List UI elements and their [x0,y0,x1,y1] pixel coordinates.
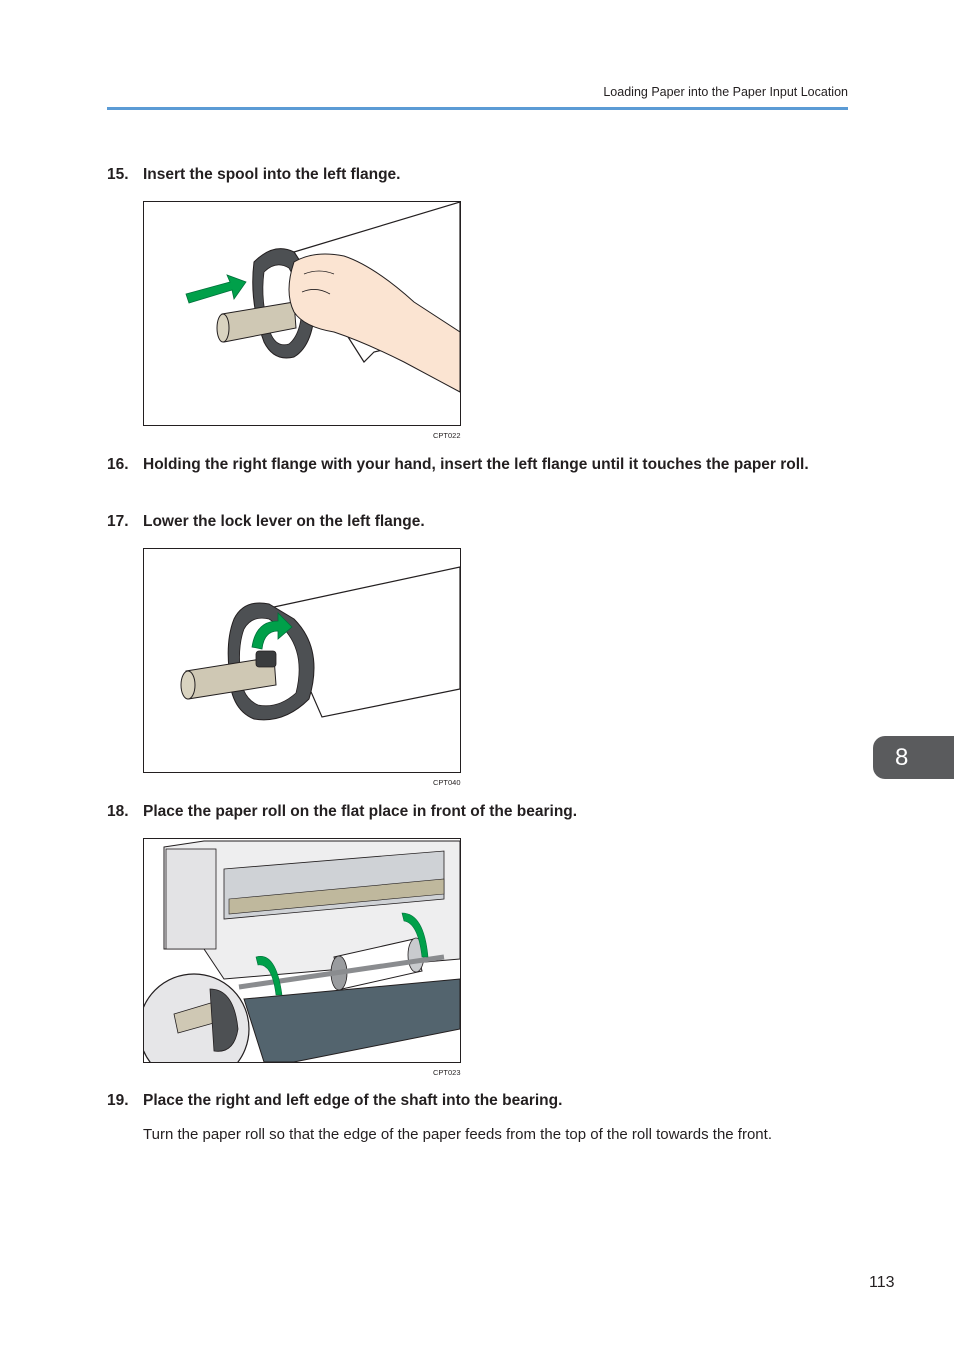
page-number: 113 [869,1274,895,1291]
figure-code: CPT023 [433,1068,461,1077]
step-text: Place the right and left edge of the shaft into the bearing. [143,1092,563,1109]
step-15 [107,163,827,187]
step-text: Insert the spool into the left flange. [143,166,401,183]
step-19-description: Turn the paper roll so that the edge of the paper feeds from the top of the roll towards the front. [143,1126,772,1143]
running-header: Loading Paper into the Paper Input Location [603,85,848,99]
step-19 [107,1089,827,1113]
illustration-printer [144,839,460,1062]
step-text: Lower the lock lever on the left flange. [143,513,425,530]
step-text: Holding the right flange with your hand, insert the left flange until it touches the paper roll. [143,456,809,473]
step-18 [107,800,827,824]
step-number: 15. [107,166,129,183]
figure-printer-roll [143,838,461,1063]
step-16 [107,453,827,477]
illustration-spool-insert [144,202,460,425]
step-text: Place the paper roll on the flat place in front of the bearing. [143,803,578,820]
step-17 [107,510,827,534]
step-number: 17. [107,513,129,530]
figure-insert-spool [143,201,461,426]
step-number: 19. [107,1092,129,1109]
illustration-lock-lever [144,549,460,772]
figure-code: CPT022 [433,431,461,440]
header-rule [107,107,848,110]
step-number: 16. [107,456,129,473]
step-number: 18. [107,803,129,820]
green-arrow-icon [186,275,246,303]
figure-lock-lever [143,548,461,773]
chapter-tab: 8 [873,736,954,779]
figure-code: CPT040 [433,778,461,787]
